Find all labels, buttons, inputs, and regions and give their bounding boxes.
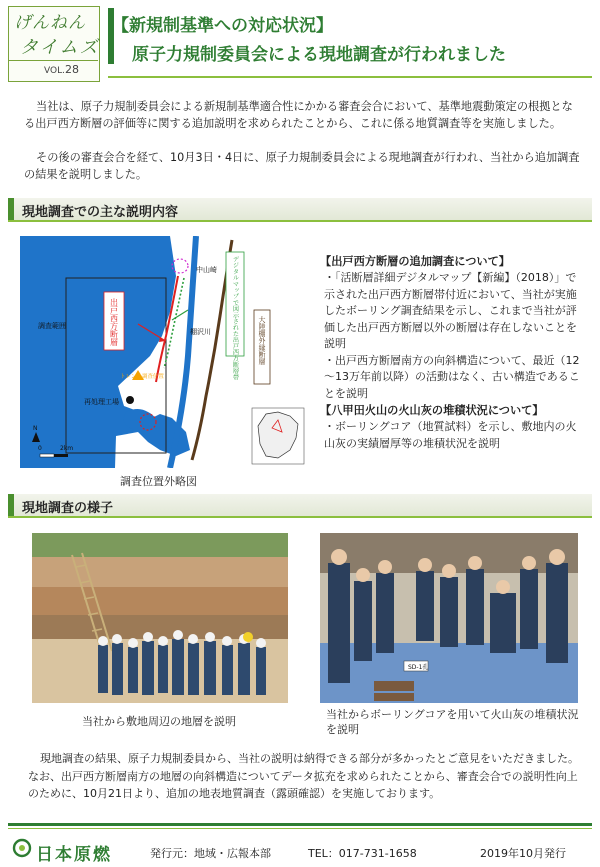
- map-label-digital-map: デジタルマップで図示された出戸西方断層帯: [231, 256, 239, 380]
- volume-label: VOL.: [44, 66, 65, 76]
- survey-location-map: [20, 236, 308, 468]
- footer-publisher: 発行元：地域・広報本部: [150, 847, 271, 860]
- headline-line2: 原子力規制委員会による現地調査が行われました: [132, 45, 506, 65]
- topic1-text: ・「活断層詳細デジタルマップ【新編】（2018）」で示された出戸西方断層帯付近において、当社が実施したボーリング調査結果を示し、これまで当社が評価した出戸西方断層以外の断層は存在しないことを説明 ・出戸西方断層南方の向斜構造について、最近（12～13万年前以降）の活動はなく、古い構造であることを説明: [324, 271, 580, 400]
- section2-title: 現地調査の様子: [22, 501, 114, 516]
- map-scale-2: 2km: [60, 445, 74, 452]
- headline-rule: [108, 76, 592, 78]
- map-compass-label: N: [33, 425, 38, 432]
- footer-tel: TEL：017-731-1658: [308, 847, 417, 860]
- map-label-plant: 再処理工場: [84, 398, 119, 406]
- masthead-volume: [44, 63, 79, 76]
- photo2-caption: [326, 707, 588, 737]
- topic1-heading: 【出戸西方断層の追加調査について】: [320, 255, 510, 268]
- map-plant-marker: [126, 396, 134, 404]
- section1-title: 現地調査での主な説明内容: [22, 205, 179, 220]
- section2-marker: [8, 494, 14, 516]
- map-scale-0: 0: [38, 445, 42, 452]
- masthead-title-line1: げんねん: [14, 13, 86, 33]
- map-label-shelf-fault: 大陸棚外縁断層: [258, 316, 266, 365]
- photo-core-samples: [320, 533, 578, 703]
- company-logo-icon: [12, 838, 32, 858]
- photo2-caption-text: 当社からボーリングコアを用いて火山灰の堆積状況を説明: [326, 708, 579, 736]
- photo2-sign-text: SD-1孔: [408, 664, 429, 671]
- map-label-survey-area: 調査範囲: [38, 322, 66, 330]
- footer-date: 2019年10月発行: [480, 847, 566, 860]
- company-logo-text: 日本原燃: [36, 845, 112, 865]
- closing-paragraph: 現地調査の結果、原子力規制委員から、当社の説明は納得できる部分が多かったとご意見をいただきました。なお、出戸西方断層南方の地層の向斜構造についてデータ拡充を求められたことから、審査会合での説明性向上のために、10月21日より、追加の地表地質調査（露頭確認）を実施しております。: [28, 752, 579, 800]
- map-label-nakayamazaki: 中山崎: [196, 266, 217, 274]
- intro-paragraph-2: その後の審査会合を経て、10月3日・4日に、原子力規制委員会による現地調査が行われ、当社から追加調査の結果を説明しました。: [24, 151, 580, 181]
- photo-outcrop: [32, 533, 288, 703]
- footer-rule-thin: [8, 828, 592, 829]
- masthead-divider: [9, 60, 98, 61]
- photo1-caption: 当社から敷地周辺の地層を説明: [82, 715, 236, 728]
- map-label-takahokogawa: 棚沢川: [190, 328, 211, 336]
- map-caption: 調査位置外略図: [120, 475, 197, 488]
- section1-marker: [8, 198, 14, 220]
- map-label-fault: 出戸西方断層: [109, 298, 119, 346]
- topic2-text: ・ボーリングコア（地質試料）を示し、敷地内の火山灰の実績層厚等の堆積状況を説明: [324, 420, 577, 450]
- headline-line1: 【新規制基準への対応状況】: [112, 16, 333, 36]
- footer-rule: [8, 823, 592, 826]
- topic2-heading: 【八甲田火山の火山灰の堆積状況について】: [320, 404, 544, 417]
- map-label-trench: トレンチ調査位置: [120, 374, 164, 380]
- intro-paragraph-1: 当社は、原子力規制委員会による新規制基準適合性にかかる審査会合において、基準地震動策定の根拠となる出戸西方断層の評価等に関する追加説明を求められたことから、これに係る地質調査等を実施しました。: [24, 100, 573, 130]
- masthead-title-line2: タイムズ: [20, 37, 100, 58]
- volume-number: 28: [64, 63, 79, 76]
